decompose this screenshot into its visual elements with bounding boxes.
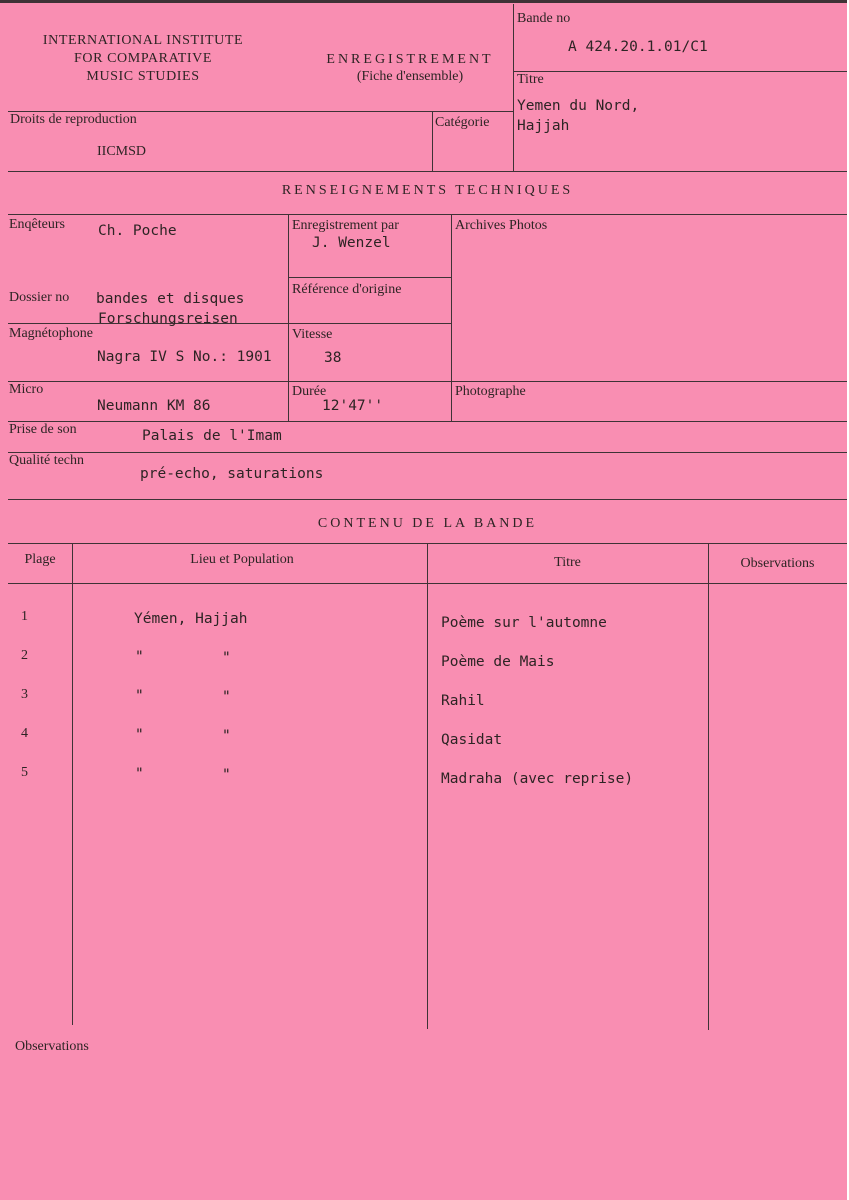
- divider-tech-col2: [451, 214, 452, 421]
- divider-under-tech-heading: [8, 214, 847, 215]
- row-4-titre: Qasidat: [441, 732, 503, 748]
- magnetophone-label: Magnétophone: [9, 326, 93, 341]
- institute-name-line-1: INTERNATIONAL INSTITUTE: [42, 33, 244, 48]
- row-4-plage: 4: [21, 726, 28, 741]
- qualite-label: Qualité techn: [9, 453, 85, 468]
- dossier-label: Dossier no: [9, 290, 70, 305]
- contenu-heading: CONTENU DE LA BANDE: [317, 516, 538, 531]
- titre-label: Titre: [517, 72, 544, 87]
- row-5-plage: 5: [21, 765, 28, 780]
- column-header-lieu: Lieu et Population: [190, 552, 294, 567]
- divider-under-micro: [8, 421, 847, 422]
- bande-label: Bande no: [517, 11, 571, 26]
- dossier-value-1: bandes et disques: [96, 291, 245, 307]
- card-top-border: [0, 0, 847, 3]
- row-3-ditto-1: ": [135, 688, 144, 704]
- row-3-titre: Rahil: [441, 693, 485, 709]
- observations-label: Observations: [15, 1039, 89, 1054]
- bande-value: A 424.20.1.01/C1: [568, 39, 708, 55]
- row-4-ditto-2: ": [222, 728, 231, 744]
- row-5-ditto-1: ": [135, 766, 144, 782]
- enregistrement-par-label: Enregistrement par: [292, 218, 399, 233]
- form-subtitle: (Fiche d'ensemble): [356, 69, 464, 84]
- divider-lieu-col: [427, 543, 428, 1029]
- row-5-titre: Madraha (avec reprise): [441, 771, 634, 787]
- micro-value: Neumann KM 86: [97, 398, 211, 414]
- row-4-ditto-1: ": [135, 727, 144, 743]
- institute-name-line-2: FOR COMPARATIVE: [73, 51, 212, 66]
- micro-label: Micro: [9, 382, 44, 397]
- archives-photos-label: Archives Photos: [455, 218, 548, 233]
- magnetophone-value: Nagra IV S No.: 1901: [97, 349, 272, 365]
- row-2-plage: 2: [21, 648, 28, 663]
- reference-label: Référence d'origine: [292, 282, 402, 297]
- divider-under-prise: [8, 452, 847, 453]
- prise-label: Prise de son: [9, 422, 77, 437]
- column-header-plage: Plage: [24, 552, 56, 567]
- divider-under-enregistrement: [288, 277, 451, 278]
- vitesse-value: 38: [324, 350, 342, 366]
- divider-categorie-left: [432, 111, 433, 171]
- divider-tech-col1: [288, 214, 289, 421]
- vitesse-label: Vitesse: [292, 327, 333, 342]
- column-header-titre: Titre: [554, 555, 581, 570]
- divider-plage-col: [72, 543, 73, 1025]
- droits-label: Droits de reproduction: [10, 112, 137, 127]
- duree-label: Durée: [292, 384, 327, 399]
- enqueteurs-label: Enqêteurs: [9, 217, 65, 232]
- divider-bande-left: [513, 4, 514, 171]
- divider-under-bande: [513, 71, 847, 72]
- form-title: ENREGISTREMENT: [326, 52, 494, 67]
- divider-titre-col: [708, 543, 709, 1030]
- duree-value: 12'47'': [322, 398, 384, 414]
- enqueteurs-value: Ch. Poche: [98, 223, 177, 239]
- institute-name-line-3: MUSIC STUDIES: [86, 69, 200, 84]
- row-1-plage: 1: [21, 609, 28, 624]
- photographe-label: Photographe: [455, 384, 526, 399]
- enregistrement-par-value: J. Wenzel: [312, 235, 391, 251]
- tech-heading: RENSEIGNEMENTS TECHNIQUES: [281, 183, 574, 198]
- qualite-value: pré-echo, saturations: [140, 466, 324, 482]
- row-2-ditto-2: ": [222, 650, 231, 666]
- row-3-ditto-2: ": [222, 689, 231, 705]
- row-1-lieu: Yémen, Hajjah: [134, 611, 248, 627]
- titre-value-line-2: Hajjah: [517, 118, 570, 134]
- prise-value: Palais de l'Imam: [142, 428, 282, 444]
- divider-under-magnetophone: [8, 381, 847, 382]
- row-1-titre: Poème sur l'automne: [441, 615, 607, 631]
- column-header-observations: Observations: [740, 556, 815, 571]
- row-2-ditto-1: ": [135, 649, 144, 665]
- categorie-label: Catégorie: [435, 115, 490, 130]
- divider-under-qualite: [8, 499, 847, 500]
- droits-value: IICMSD: [97, 144, 147, 159]
- titre-value-line-1: Yemen du Nord,: [517, 98, 640, 114]
- row-5-ditto-2: ": [222, 767, 231, 783]
- dossier-value-2: Forschungsreisen: [98, 311, 238, 327]
- row-3-plage: 3: [21, 687, 28, 702]
- divider-under-droits: [8, 171, 847, 172]
- row-2-titre: Poème de Mais: [441, 654, 555, 670]
